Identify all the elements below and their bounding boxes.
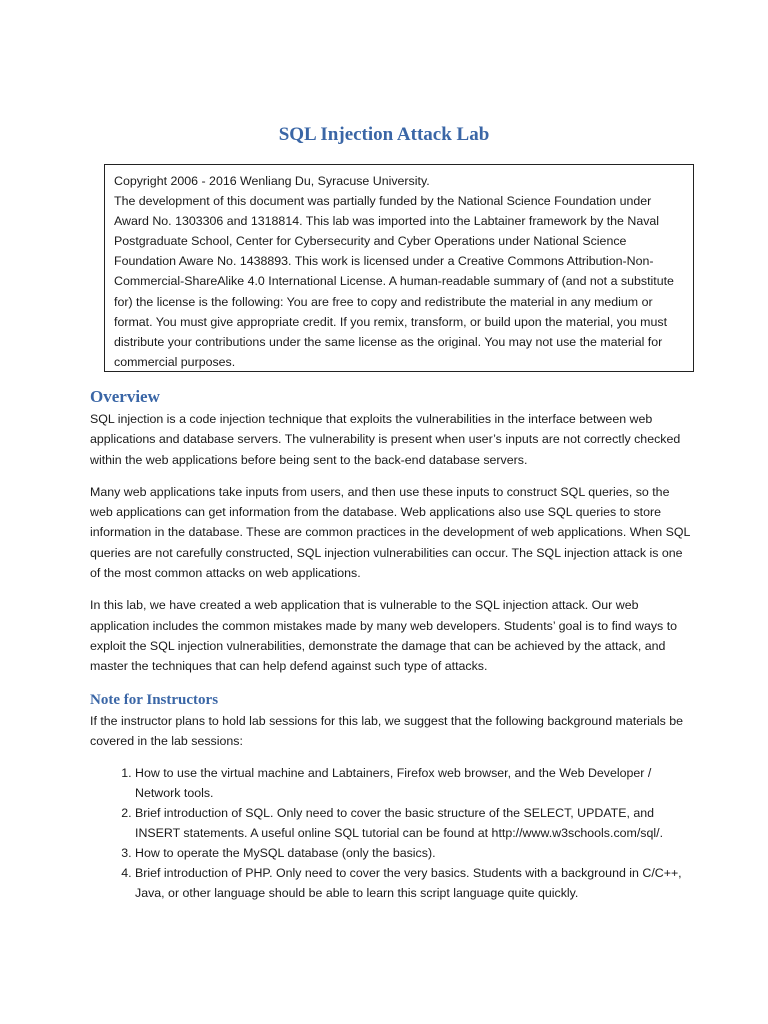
background-materials-list	[90, 763, 690, 903]
overview-paragraph: SQL injection is a code injection technique that exploits the vulnerabilities in the interface between web applications and database servers. The vulnerability is present when user’s inputs are not correctly checked within the web applications before being sent to the back-end database servers.	[90, 412, 681, 467]
license-text: The development of this document was partially funded by the National Science Foundation under Award No. 1303306 and 1318814. This lab was imported into the Labtainer framework by the Naval Postgraduate School, Center for Cybersecurity and Cyber Operations under National Science Foundation Aware No. 1438893. This work is licensed under a Creative Commons Attribution-Non-Commercial-ShareAlike 4.0 International License. A human-readable summary of (and not a substitute for) the license is the following: You are free to copy and redistribute the material in any medium or format. You must give appropriate credit. If you remix, transform, or build upon the material, you must distribute your contributions under the same license as the original. You may not use the material for commercial purposes.	[114, 194, 674, 369]
list-item: 4. Brief introduction of PHP. Only need to cover the very basics. Students with a background in C/C++, Java, or other language should be able to learn this script language quite quickly.	[135, 863, 690, 903]
list-item: 2. Brief introduction of SQL. Only need to cover the basic structure of the SELECT, UPDATE, and INSERT statements. A useful online SQL tutorial can be found at http://www.w3schools.com/sql/.	[135, 803, 690, 843]
copyright-box	[104, 164, 694, 372]
overview-heading: Overview	[90, 387, 160, 406]
instructors-intro: If the instructor plans to hold lab sessions for this lab, we suggest that the following background materials be covered in the lab sessions:	[90, 713, 684, 748]
instructors-heading: Note for Instructors	[90, 691, 219, 708]
overview-paragraph: In this lab, we have created a web application that is vulnerable to the SQL injection attack. Our web application includes the common mistakes made by many web developers. Students’ goal is to find ways to exploit the SQL injection vulnerabilities, demonstrate the damage that can be achieved by the attack, and master the techniques that can help defend against such type of attacks.	[90, 598, 678, 674]
main-content	[90, 385, 690, 903]
document-title: SQL Injection Attack Lab	[278, 124, 490, 145]
list-item: 1. How to use the virtual machine and Labtainers, Firefox web browser, and the Web Developer / Network tools.	[135, 763, 690, 803]
copyright-line: Copyright 2006 - 2016 Wenliang Du, Syracuse University.	[114, 174, 430, 188]
list-item: 3. How to operate the MySQL database (only the basics).	[135, 843, 690, 863]
overview-paragraph: Many web applications take inputs from users, and then use these inputs to construct SQL queries, so the web applications can get information from the database. Web applications also use SQL queries to store information in the database. These are common practices in the development of web applications. When SQL queries are not carefully constructed, SQL injection vulnerabilities can occur. The SQL injection attack is one of the most common attacks on web applications.	[90, 484, 690, 581]
